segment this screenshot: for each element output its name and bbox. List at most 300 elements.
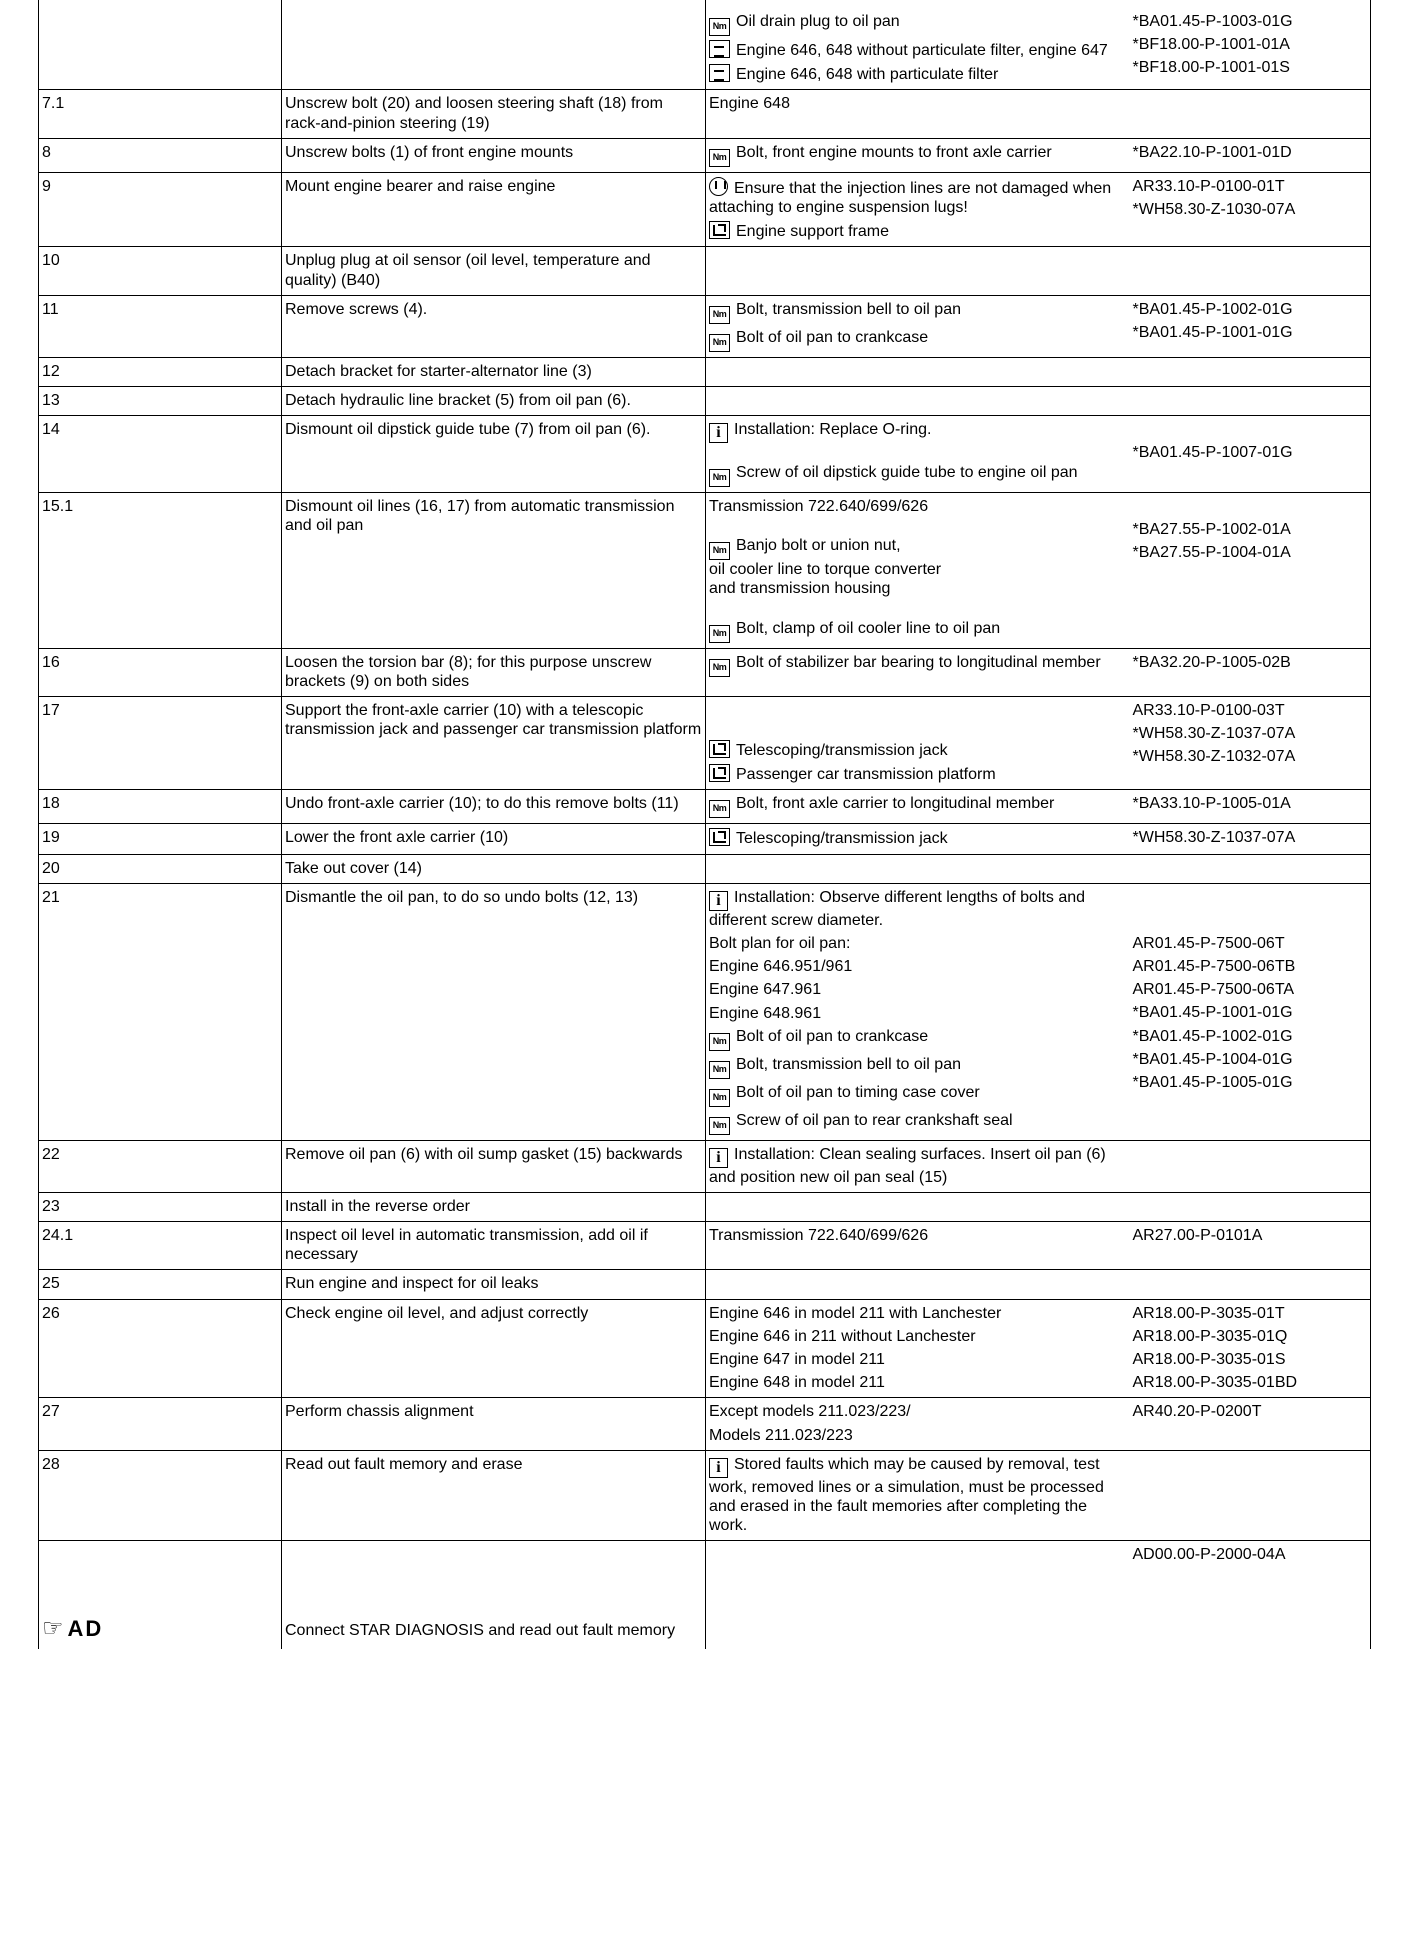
reference-link[interactable]: AR33.10-P-0100-01T: [1132, 177, 1285, 195]
reference-cell: [1130, 1450, 1371, 1541]
note-line: [709, 94, 1127, 113]
reference-link[interactable]: AD00.00-P-2000-04A: [1132, 1546, 1286, 1564]
step-number-cell: [39, 648, 282, 696]
tool-icon: [709, 764, 730, 782]
table-row: [39, 1450, 1371, 1541]
torque-icon: Nm: [709, 542, 730, 560]
notes-cell: [706, 824, 1130, 854]
note-line: [709, 497, 1127, 516]
reference-link[interactable]: *BA01.45-P-1002-01G: [1132, 1027, 1293, 1045]
reference-link[interactable]: AR18.00-P-3035-01BD: [1132, 1374, 1298, 1392]
step-number-cell: [39, 1541, 282, 1649]
table-row: [39, 1192, 1371, 1221]
notes-cell: [706, 1270, 1130, 1299]
step-number-cell: [39, 1140, 282, 1192]
note-text: Bolt of oil pan to crankcase: [736, 1027, 929, 1045]
table-row: [39, 1270, 1371, 1299]
reference-link[interactable]: *BA32.20-P-1005-02B: [1132, 653, 1291, 671]
step-number: 9: [42, 177, 51, 195]
action-text: Dismount oil dipstick guide tube (7) from oil pan (6).: [285, 421, 651, 439]
note-text: Engine 648: [709, 95, 790, 113]
step-number-cell: [39, 295, 282, 357]
reference-link[interactable]: [1133, 888, 1368, 907]
action-cell: [282, 1541, 706, 1649]
reference-link[interactable]: *BA01.45-P-1005-01G: [1132, 1073, 1293, 1091]
reference-cell: [1130, 648, 1371, 696]
spec-icon: [709, 40, 730, 58]
action-cell: [282, 247, 706, 295]
step-number: 14: [42, 421, 60, 439]
step-number: 8: [42, 143, 51, 161]
note-line: [709, 1111, 1127, 1135]
note-text: Bolt, transmission bell to oil pan: [736, 1055, 961, 1073]
torque-icon: Nm: [709, 659, 730, 677]
note-line: [709, 828, 1127, 848]
reference-cell: [1130, 357, 1371, 386]
action-text: Perform chassis alignment: [285, 1403, 474, 1421]
reference-link[interactable]: AR18.00-P-3035-01Q: [1132, 1327, 1288, 1345]
note-text: Engine 646, 648 with particulate filter: [736, 66, 999, 84]
reference-cell: [1130, 247, 1371, 295]
table-row: [39, 0, 1371, 90]
action-text: Inspect oil level in automatic transmission, add oil if necessary: [285, 1227, 648, 1264]
step-number: 12: [42, 362, 60, 380]
note-line: [709, 653, 1127, 677]
step-number-cell: [39, 138, 282, 172]
action-cell: [282, 883, 706, 1140]
action-cell: [282, 648, 706, 696]
torque-icon: Nm: [709, 1117, 730, 1135]
note-text: Bolt, transmission bell to oil pan: [736, 300, 961, 318]
reference-link[interactable]: *WH58.30-Z-1032-07A: [1132, 748, 1296, 766]
notes-cell: [706, 1299, 1130, 1398]
note-text: Transmission 722.640/699/626: [709, 498, 929, 516]
action-text: Support the front-axle carrier (10) with a telescopic transmission jack and passenger car transmission platform: [285, 702, 702, 739]
torque-icon: Nm: [709, 149, 730, 167]
action-cell: [282, 697, 706, 790]
note-text: Installation: Observe different lengths of bolts and different screw diameter.: [709, 888, 1086, 929]
reference-link[interactable]: [1133, 497, 1368, 516]
note-line: [709, 12, 1127, 36]
action-cell: [282, 90, 706, 138]
reference-cell: [1130, 790, 1371, 824]
action-cell: [282, 824, 706, 854]
note-text: Bolt of oil pan to crankcase: [736, 328, 929, 346]
step-number-cell: [39, 1222, 282, 1270]
note-text: Engine support frame: [736, 223, 889, 241]
step-number: 20: [42, 859, 60, 877]
reference-cell: [1130, 295, 1371, 357]
table-row: [39, 247, 1371, 295]
action-cell: [282, 790, 706, 824]
table-row: [39, 172, 1371, 247]
note-line: [709, 143, 1127, 167]
torque-icon: Nm: [709, 306, 730, 324]
table-row: [39, 295, 1371, 357]
reference-cell: [1130, 1192, 1371, 1221]
reference-link[interactable]: AR01.45-P-7500-06TB: [1132, 957, 1296, 975]
reference-link[interactable]: AR27.00-P-0101A: [1132, 1227, 1263, 1245]
notes-cell: [706, 1222, 1130, 1270]
reference-link[interactable]: AR40.20-P-0200T: [1132, 1403, 1262, 1421]
step-number: 17: [42, 702, 60, 719]
action-cell: [282, 295, 706, 357]
action-text: Dismantle the oil pan, to do so undo bolts (12, 13): [285, 888, 639, 906]
info-icon: i: [709, 1148, 728, 1168]
action-text: Unscrew bolts (1) of front engine mounts: [285, 143, 574, 161]
table-row: [39, 697, 1371, 790]
notes-cell: [706, 854, 1130, 883]
table-row: [39, 357, 1371, 386]
note-text: Bolt, front axle carrier to longitudinal member: [736, 795, 1055, 813]
note-line: [709, 1083, 1127, 1107]
table-row: [39, 386, 1371, 415]
reference-link[interactable]: *WH58.30-Z-1037-07A: [1132, 829, 1296, 847]
table-row: [39, 883, 1371, 1140]
notes-cell: [706, 138, 1130, 172]
notes-cell: [706, 1541, 1130, 1649]
reference-cell: [1130, 883, 1371, 1140]
step-number-cell: [39, 1270, 282, 1299]
note-text: Engine 648 in model 211: [709, 1374, 885, 1392]
torque-icon: Nm: [709, 1089, 730, 1107]
table-row: [39, 1398, 1371, 1450]
note-line: [709, 934, 1127, 953]
reference-cell: [1130, 1222, 1371, 1270]
step-number: 18: [42, 795, 60, 813]
reference-link[interactable]: *BA01.45-P-1003-01G: [1132, 13, 1293, 30]
note-text: Bolt, front engine mounts to front axle carrier: [736, 143, 1052, 161]
action-cell: [282, 1398, 706, 1450]
reference-link[interactable]: *BA33.10-P-1005-01A: [1132, 795, 1291, 813]
notes-cell: [706, 0, 1130, 90]
reference-cell: [1130, 824, 1371, 854]
note-text: Models 211.023/223: [709, 1426, 853, 1444]
action-text: Mount engine bearer and raise engine: [285, 177, 556, 195]
action-text: Install in the reverse order: [285, 1197, 470, 1215]
reference-link[interactable]: AR01.45-P-7500-06T: [1132, 934, 1285, 952]
notes-cell: [706, 493, 1130, 649]
step-number: 16: [42, 653, 60, 671]
step-number-cell: [39, 1450, 282, 1541]
note-line: [709, 980, 1127, 999]
note-text: Bolt of stabilizer bar bearing to longitudinal member: [736, 653, 1101, 671]
note-line: [709, 1004, 1127, 1023]
step-number-cell: [39, 357, 282, 386]
action-text: Remove oil pan (6) with oil sump gasket (15) backwards: [285, 1145, 683, 1163]
table-row: [39, 138, 1371, 172]
step-number-cell: [39, 854, 282, 883]
reference-link[interactable]: *BA27.55-P-1004-01A: [1132, 544, 1291, 562]
reference-link[interactable]: [1133, 1145, 1368, 1164]
note-text: Except models 211.023/223/: [709, 1403, 911, 1421]
torque-icon: Nm: [709, 625, 730, 643]
note-text: Engine 647 in model 211: [709, 1351, 885, 1368]
torque-icon: Nm: [709, 469, 730, 487]
caution-icon: [709, 177, 728, 196]
ad-diagnosis-marker: [42, 1615, 278, 1644]
note-line: [709, 1350, 1127, 1369]
torque-icon: Nm: [709, 1033, 730, 1051]
procedure-table: [38, 0, 1371, 1649]
info-icon: i: [709, 1458, 728, 1478]
step-number-cell: [39, 883, 282, 1140]
action-text: Read out fault memory and erase: [285, 1455, 523, 1473]
reference-link[interactable]: *BA01.45-P-1007-01G: [1132, 444, 1293, 462]
reference-link[interactable]: [1133, 911, 1368, 930]
step-number: 22: [42, 1145, 60, 1163]
note-line: [709, 764, 1127, 784]
notes-cell: [706, 386, 1130, 415]
notes-cell: [706, 883, 1130, 1140]
notes-cell: [706, 172, 1130, 247]
reference-link[interactable]: *BA01.45-P-1001-01G: [1132, 1004, 1293, 1022]
pointing-hand-icon: ☞: [42, 1615, 66, 1643]
reference-cell: [1130, 854, 1371, 883]
action-text: Detach hydraulic line bracket (5) from oil pan (6).: [285, 391, 631, 409]
note-text: Engine 648.961: [709, 1004, 822, 1022]
step-number: 25: [42, 1275, 60, 1293]
tool-icon: [709, 221, 730, 239]
step-number: 26: [42, 1304, 60, 1322]
reference-cell: [1130, 1270, 1371, 1299]
step-number: 24.1: [42, 1227, 74, 1245]
reference-link[interactable]: *WH58.30-Z-1037-07A: [1132, 725, 1296, 743]
action-text: Undo front-axle carrier (10); to do this remove bolts (11): [285, 795, 679, 813]
table-row: [39, 1541, 1371, 1649]
note-line: [709, 1455, 1127, 1536]
reference-link[interactable]: *BA01.45-P-1001-01G: [1132, 323, 1293, 341]
reference-cell: [1130, 172, 1371, 247]
reference-link[interactable]: [1133, 94, 1368, 113]
notes-cell: [706, 1450, 1130, 1541]
table-row: [39, 416, 1371, 493]
notes-cell: [706, 357, 1130, 386]
step-number: 21: [42, 888, 60, 906]
step-number-cell: [39, 90, 282, 138]
torque-icon: Nm: [709, 800, 730, 818]
step-number-cell: [39, 1398, 282, 1450]
reference-link[interactable]: AR18.00-P-3035-01T: [1132, 1304, 1285, 1322]
reference-cell: [1130, 1398, 1371, 1450]
action-cell: [282, 416, 706, 493]
table-row: [39, 90, 1371, 138]
note-line: [709, 619, 1127, 643]
note-text: Stored faults which may be caused by removal, test work, removed lines or a simulation, must be processed and erased in the fault memories after completing the work.: [709, 1455, 1104, 1535]
table-row: [39, 854, 1371, 883]
note-text: Bolt plan for oil pan:: [709, 934, 851, 952]
action-text: Run engine and inspect for oil leaks: [285, 1275, 539, 1293]
reference-cell: [1130, 0, 1371, 90]
step-number: 13: [42, 391, 60, 409]
reference-cell: [1130, 416, 1371, 493]
notes-cell: [706, 648, 1130, 696]
note-line: [709, 1027, 1127, 1051]
action-cell: [282, 1270, 706, 1299]
notes-cell: [706, 416, 1130, 493]
step-number: 15.1: [42, 498, 74, 516]
action-text: Lower the front axle carrier (10): [285, 829, 509, 847]
table-row: [39, 790, 1371, 824]
note-line: [709, 463, 1127, 487]
step-number-cell: [39, 386, 282, 415]
reference-link[interactable]: [1133, 1426, 1368, 1445]
action-cell: [282, 0, 706, 90]
notes-cell: [706, 295, 1130, 357]
note-text: Engine 647.961: [709, 981, 822, 999]
note-text: Bolt of oil pan to timing case cover: [736, 1083, 980, 1101]
note-line: [709, 1373, 1127, 1392]
table-row: [39, 1222, 1371, 1270]
step-number-cell: [39, 824, 282, 854]
note-line: [709, 1545, 1127, 1564]
step-number-cell: [39, 1192, 282, 1221]
action-cell: [282, 386, 706, 415]
reference-cell: [1130, 1140, 1371, 1192]
reference-link[interactable]: *BA22.10-P-1001-01D: [1132, 143, 1292, 161]
action-cell: [282, 1299, 706, 1398]
table-row: [39, 1299, 1371, 1398]
procedure-sheet: [38, 0, 1370, 1956]
note-line: [709, 1145, 1127, 1187]
note-text: Telescoping/transmission jack: [736, 742, 948, 759]
action-text: Check engine oil level, and adjust correctly: [285, 1304, 589, 1322]
action-cell: [282, 1222, 706, 1270]
reference-cell: [1130, 90, 1371, 138]
step-number: 7.1: [42, 95, 65, 113]
note-line: [709, 1327, 1127, 1346]
note-text: Screw of oil pan to rear crankshaft seal: [736, 1111, 1013, 1129]
reference-link[interactable]: *WH58.30-Z-1030-07A: [1132, 200, 1296, 218]
action-text: Take out cover (14): [285, 859, 422, 877]
reference-link[interactable]: *BA01.45-P-1004-01G: [1132, 1050, 1293, 1068]
notes-cell: [706, 1192, 1130, 1221]
info-icon: i: [709, 423, 728, 443]
note-text: Banjo bolt or union nut, oil cooler line to torque converter and transmission housing: [709, 537, 942, 598]
step-number-cell: [39, 247, 282, 295]
reference-link[interactable]: *BF18.00-P-1001-01S: [1132, 59, 1290, 77]
note-line: [709, 1402, 1127, 1421]
action-text: Unplug plug at oil sensor (oil level, temperature and quality) (B40): [285, 252, 651, 289]
step-number-cell: [39, 416, 282, 493]
note-text: Passenger car transmission platform: [736, 766, 996, 784]
reference-cell: [1130, 386, 1371, 415]
notes-cell: [706, 247, 1130, 295]
reference-link[interactable]: AR18.00-P-3035-01S: [1132, 1351, 1286, 1368]
reference-link[interactable]: [1133, 1455, 1368, 1474]
action-cell: [282, 357, 706, 386]
note-line: [709, 888, 1127, 930]
table-row: [39, 1140, 1371, 1192]
reference-link[interactable]: *BF18.00-P-1001-01A: [1132, 36, 1290, 54]
notes-cell: [706, 1398, 1130, 1450]
step-number-cell: [39, 0, 282, 90]
reference-cell: [1130, 138, 1371, 172]
action-cell: [282, 854, 706, 883]
action-text: Unscrew bolt (20) and loosen steering shaft (18) from rack-and-pinion steering (19): [285, 95, 663, 132]
tool-icon: [709, 828, 730, 846]
step-number-cell: [39, 493, 282, 649]
step-number: 11: [42, 300, 59, 318]
note-text: Engine 646, 648 without particulate filter, engine 647: [736, 42, 1108, 59]
note-line: [709, 420, 1127, 443]
note-line: [709, 794, 1127, 818]
note-line: [709, 221, 1127, 241]
action-cell: [282, 1450, 706, 1541]
note-text: Bolt, clamp of oil cooler line to oil pan: [736, 619, 1001, 637]
note-text: Oil drain plug to oil pan: [736, 13, 900, 30]
step-number-cell: [39, 172, 282, 247]
torque-icon: Nm: [709, 334, 730, 352]
reference-link[interactable]: *BA01.45-P-1002-01G: [1132, 300, 1293, 318]
note-text: Telescoping/transmission jack: [736, 830, 948, 848]
note-line: [709, 740, 1127, 760]
note-line: [709, 536, 1127, 598]
notes-cell: [706, 790, 1130, 824]
torque-icon: Nm: [709, 1061, 730, 1079]
reference-cell: [1130, 697, 1371, 790]
note-text: Engine 646 in 211 without Lanchester: [709, 1327, 976, 1345]
action-cell: [282, 172, 706, 247]
step-number: 23: [42, 1197, 60, 1215]
step-number-cell: [39, 790, 282, 824]
note-text: Screw of oil dipstick guide tube to engine oil pan: [736, 464, 1078, 482]
note-line: [709, 300, 1127, 324]
step-number: 10: [42, 252, 60, 270]
spec-icon: [709, 64, 730, 82]
step-number: 27: [42, 1403, 60, 1421]
reference-link[interactable]: AR33.10-P-0100-03T: [1132, 702, 1285, 719]
torque-icon: Nm: [709, 18, 730, 36]
step-number: 28: [42, 1455, 60, 1473]
note-line: [709, 177, 1127, 217]
action-cell: [282, 1140, 706, 1192]
reference-cell: [1130, 493, 1371, 649]
action-text: Connect STAR DIAGNOSIS and read out fault memory: [285, 1622, 676, 1640]
info-icon: i: [709, 891, 728, 911]
action-text: Detach bracket for starter-alternator line (3): [285, 362, 592, 380]
note-text: Installation: Clean sealing surfaces. Insert oil pan (6) and position new oil pan seal (15): [709, 1145, 1106, 1186]
note-line: [709, 328, 1127, 352]
action-text: Loosen the torsion bar (8); for this purpose unscrew brackets (9) on both sides: [285, 653, 652, 690]
step-number-cell: [39, 697, 282, 790]
notes-cell: [706, 1140, 1130, 1192]
step-number: 19: [42, 829, 60, 847]
note-text: Engine 646 in model 211 with Lanchester: [709, 1304, 1002, 1322]
notes-cell: [706, 697, 1130, 790]
note-text: Transmission 722.640/699/626: [709, 1227, 929, 1245]
reference-link[interactable]: AR01.45-P-7500-06TA: [1132, 981, 1295, 999]
note-line: [709, 64, 1127, 84]
note-line: [709, 957, 1127, 976]
action-text: Remove screws (4).: [285, 300, 428, 318]
reference-link[interactable]: *BA27.55-P-1002-01A: [1132, 521, 1291, 539]
reference-link[interactable]: [1133, 420, 1368, 439]
table-row: [39, 493, 1371, 649]
note-line: [709, 40, 1127, 60]
notes-cell: [706, 90, 1130, 138]
note-line: [709, 1055, 1127, 1079]
action-cell: [282, 1192, 706, 1221]
note-line: [709, 1226, 1127, 1245]
note-line: [709, 1304, 1127, 1323]
action-cell: [282, 493, 706, 649]
action-cell: [282, 138, 706, 172]
step-number: AD: [67, 1616, 104, 1642]
table-row: [39, 824, 1371, 854]
note-line: [709, 1426, 1127, 1445]
table-row: [39, 648, 1371, 696]
